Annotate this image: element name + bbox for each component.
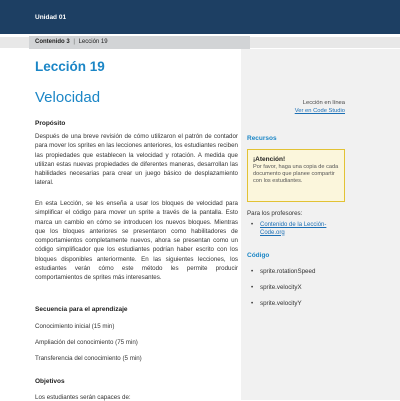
breadcrumb [29,36,250,49]
breadcrumb-content: Contenido 3 [35,39,70,45]
online-lesson-label: Lección en línea [302,100,345,106]
recursos-heading: Recursos [247,135,277,142]
lesson-number: Lección 19 [35,59,105,74]
code-item-label: sprite.velocityY [260,300,302,307]
unit-label: Unidad 01 [35,14,67,21]
code-item-label: sprite.velocityX [260,284,302,291]
code-item: • sprite.velocityX [251,284,302,291]
code-item: • sprite.rotationSpeed [251,268,316,275]
code-item: • sprite.velocityY [251,300,302,307]
proposito-heading: Propósito [35,120,66,127]
objetivos-intro: Los estudiantes serán capaces de: [35,394,131,401]
codigo-heading: Código [247,252,270,259]
code-item-label: sprite.rotationSpeed [260,268,316,275]
page-title: Velocidad [35,89,101,106]
proposito-paragraph-2: En esta Lección, se les enseña a usar los bloques de velocidad para simplificar el código para mover un sprite a través de la pantalla. Esto marca un cambio en cómo se introducen los nuevos bloques. Mientras que los bloques anteriores se presentaron como habilitadores de comportamientos completamente nuevos, ahora se presentan como un código simplificador que los estudiantes podrían haber escrito con los bloques disponibles anteriormente. En las siguientes lecciones, los estudiantes verán cómo este método les permite producir comportamientos de sprites más interesantes. [35,200,238,282]
secuencia-item: Transferencia del conocimiento (5 min) [35,355,142,362]
bullet: • [251,222,254,228]
breadcrumb-lesson: Lección 19 [78,39,108,45]
secuencia-heading: Secuencia para el aprendizaje [35,306,128,313]
breadcrumb-separator: | [73,39,75,45]
attention-box [247,149,345,202]
code-studio-link[interactable]: Ver en Code Studio [294,108,345,114]
lesson-content-link[interactable]: Contenido de la Lección- Code.org [260,222,327,236]
proposito-paragraph-1: Después de una breve revisión de cómo utilizaron el patrón de contador para mover los sprites en las lecciones anteriores, los estudiantes reciben las propiedades que establecen la velocidad y rotación. A medida que utilizan estas nuevas propiedades de diferentes maneras, desarrollan las habilidades necesarias para crear un juego básico de desplazamiento lateral. [35,133,238,187]
teacher-resource-item [251,222,331,237]
attention-text: Por favor, haga una copia de cada documento que planee compartir con los estudiantes. [253,164,339,185]
secuencia-item: Conocimiento inicial (15 min) [35,323,115,330]
attention-heading: ¡Atención! [253,156,286,163]
for-teachers-label: Para los profesores: [247,210,303,217]
secuencia-item: Ampliación del conocimiento (75 min) [35,339,138,346]
objetivos-heading: Objetivos [35,378,65,385]
